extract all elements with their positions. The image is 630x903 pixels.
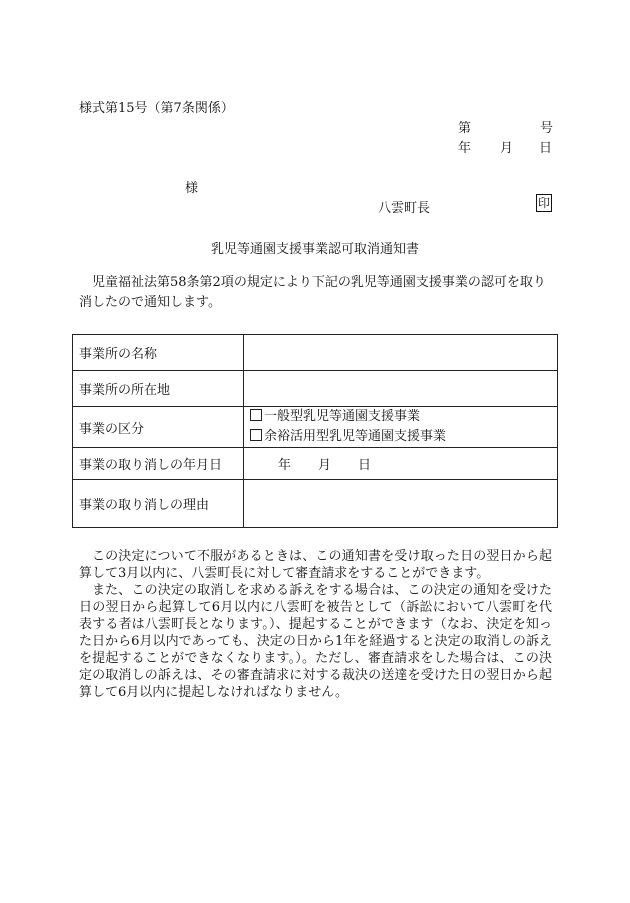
row-label-cancel-date: 事業の取り消しの年月日	[73, 448, 244, 480]
table-row	[73, 448, 558, 480]
category-option-label: 余裕活用型乳児等通園支援事業	[264, 429, 447, 444]
document-number-prefix: 第	[458, 121, 472, 136]
row-value-name	[244, 335, 558, 371]
appeal-notice: この決定について不服があるときは、この通知書を受け取った日の翌日から起算して3月以内に、八雲町長に対して審査請求をすることができます。	[79, 549, 552, 581]
table-row	[73, 371, 558, 407]
issue-date-year: 年	[458, 141, 472, 156]
addressee-suffix: 様	[185, 181, 199, 196]
category-option-label: 一般型乳児等通園支援事業	[264, 409, 421, 424]
row-value-address	[244, 371, 558, 407]
table-row	[73, 480, 558, 528]
document-title: 乳児等通園支援事業認可取消通知書	[210, 242, 419, 257]
seal-mark: 印	[537, 196, 550, 210]
issue-date-month: 月	[500, 141, 514, 156]
checkbox-icon[interactable]	[250, 429, 262, 441]
row-label-name: 事業所の名称	[73, 335, 244, 371]
category-option-general[interactable]	[250, 407, 551, 427]
row-label-address: 事業所の所在地	[73, 371, 244, 407]
row-label-category: 事業の区分	[73, 407, 244, 448]
category-option-surplus[interactable]	[250, 427, 551, 447]
document-number-suffix: 号	[540, 121, 554, 136]
info-table	[72, 334, 558, 528]
cancel-date-fields	[244, 448, 558, 480]
table-row	[73, 407, 558, 448]
form-number: 様式第15号（第7条関係）	[79, 101, 234, 116]
lawsuit-notice: また、この決定の取消しを求める訴えをする場合は、この決定の通知を受けた日の翌日から起算して6月以内に八雲町を被告として（訴訟において八雲町を代表する者は八雲町長となります。）、提起することができます（なお、決定を知った日から6月以内であっても、決定の日から1年を経過すると決定の取消しの訴えを提起することができなくなります。）。ただし、審査請求をした場合は、この決定の取消しの訴えは、その審査請求に対する裁決の送達を受けた日の翌日から起算して6月以内に提起しなければなりません。	[79, 583, 552, 700]
cancel-date-month: 月	[318, 458, 332, 473]
issuer-name: 八雲町長	[378, 201, 431, 216]
issue-date-day: 日	[539, 141, 553, 156]
table-row	[73, 335, 558, 371]
category-options	[244, 407, 558, 448]
row-label-reason: 事業の取り消しの理由	[73, 480, 244, 528]
cancel-date-year: 年	[278, 458, 292, 473]
intro-paragraph: 児童福祉法第58条第2項の規定により下記の乳児等通園支援事業の認可を取り消したので通知します。	[79, 275, 546, 310]
row-value-reason	[244, 480, 558, 528]
cancel-date-day: 日	[358, 458, 372, 473]
checkbox-icon[interactable]	[250, 409, 262, 421]
issue-date	[458, 137, 552, 156]
